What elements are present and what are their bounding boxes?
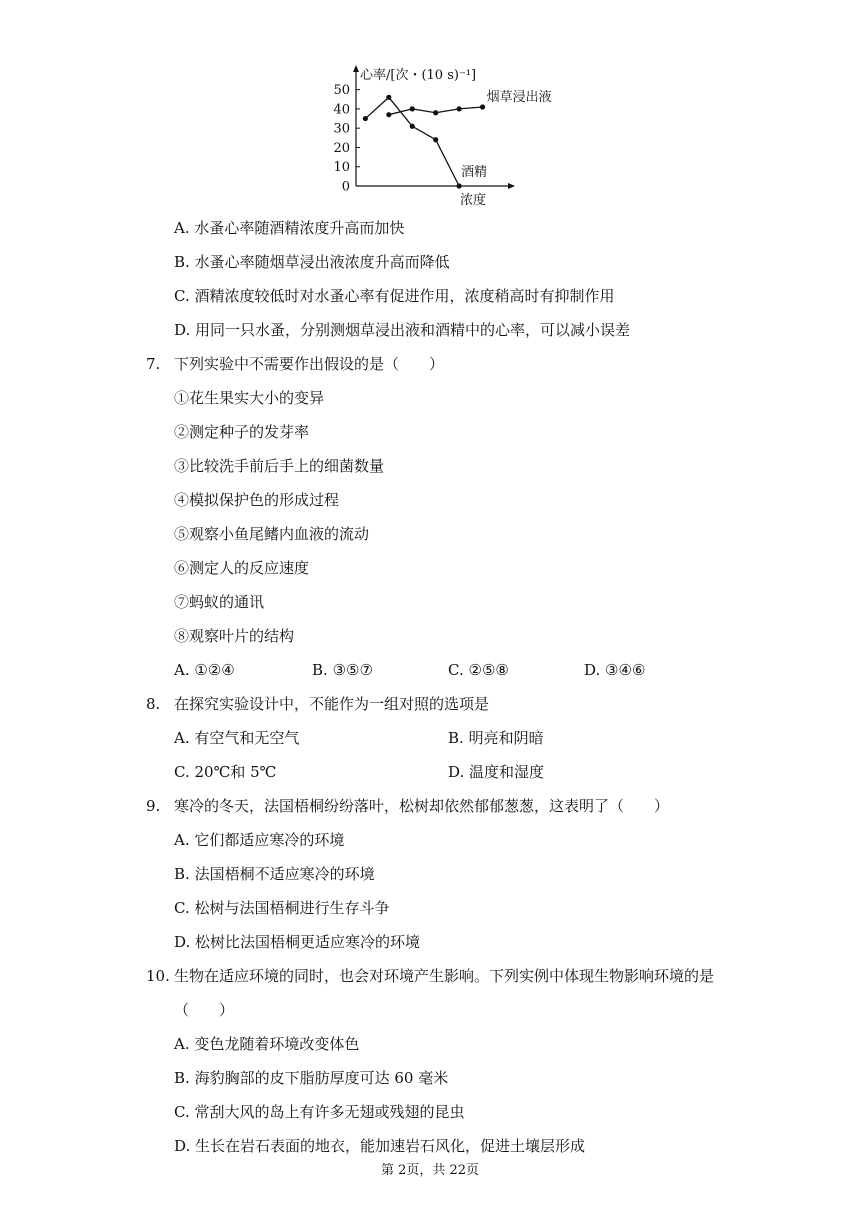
option-text: ①②④ [194,661,235,679]
option-letter: C. [174,899,190,917]
q6-option-a [174,218,404,238]
option-text: 法国梧桐不适应寒冷的环境 [194,865,375,883]
q10-number: 10. [146,967,170,985]
option-letter: C. [174,287,190,305]
y-axis-label: 心率/[次・(10 s)⁻¹] [360,68,477,83]
q10-option-b [174,1068,448,1088]
option-text: 温度和湿度 [469,763,545,781]
y-tick-label: 20 [333,140,350,156]
option-text: 用同一只水蚤，分别测烟草浸出液和酒精中的心率，可以减小误差 [195,321,631,339]
option-text: 水蚤心率随烟草浸出液浓度升高而降低 [194,253,450,271]
q9-number: 9. [146,797,161,815]
option-text: 海豹胸部的皮下脂肪厚度可达 60 毫米 [194,1069,449,1087]
q7-item: ①花生果实大小的变异 [174,389,325,407]
x-axis-label: 浓度 [460,193,487,208]
q9-stem: 寒冷的冬天，法国梧桐纷纷落叶，松树却依然郁郁葱葱，这表明了（ ） [174,797,670,815]
data-point [410,106,415,111]
chart-svg [320,62,560,212]
option-letter: D. [174,1137,191,1155]
q10-option-c [174,1102,465,1122]
option-text: ②⑤⑧ [468,661,509,679]
page-footer: 第 2页，共 22页 [380,1163,480,1178]
q7-number: 7. [146,355,161,373]
option-text: 松树比法国梧桐更适应寒冷的环境 [195,933,421,951]
y-tick-label: 10 [333,160,350,176]
q8-option-b [448,728,544,748]
q7-item: ⑥测定人的反应速度 [174,559,310,577]
option-text: 20℃和 5℃ [194,763,277,781]
option-letter: A. [174,831,190,849]
q10-stem: 生物在适应环境的同时，也会对环境产生影响。下列实例中体现生物影响环境的是 [174,967,715,985]
option-letter: C. [174,1103,190,1121]
q7-item: ⑦蚂蚁的通讯 [174,593,265,611]
data-point [457,183,462,188]
q7-option-d [584,660,645,680]
option-letter: C. [448,661,464,679]
series-label: 酒精 [461,165,488,180]
series-label: 烟草浸出液 [486,89,552,105]
q7-item: ②测定种子的发芽率 [174,423,310,441]
option-letter: A. [174,661,190,679]
option-text: 酒精浓度较低时对水蚤心率有促进作用，浓度稍高时有抑制作用 [194,287,615,305]
q7-item: ③比较洗手前后手上的细菌数量 [174,457,385,475]
q10-option-d [174,1136,585,1156]
option-text: ③④⑥ [605,661,646,679]
data-point [386,112,391,117]
data-point [386,95,391,100]
option-text: ③⑤⑦ [332,661,373,679]
option-letter: B. [448,729,464,747]
option-text: 常刮大风的岛上有许多无翅或残翅的昆虫 [194,1103,465,1121]
option-letter: A. [174,219,190,237]
option-letter: D. [448,763,465,781]
q7-stem: 下列实验中不需要作出假设的是（ ） [174,355,445,373]
option-letter: B. [312,661,328,679]
option-letter: D. [584,661,601,679]
q8-option-d [448,762,544,782]
q9-option-c [174,898,390,918]
q10-stem-cont: （ ） [174,1001,235,1019]
y-tick-label: 40 [333,102,350,118]
option-letter: D. [174,321,191,339]
series-layer [363,89,552,189]
option-letter: A. [174,1035,190,1053]
q6-option-b [174,252,450,272]
option-letter: C. [174,763,190,781]
q7-option-c [448,660,509,680]
y-tick-label: 30 [333,121,350,137]
option-text: 生长在岩石表面的地衣，能加速岩石风化，促进土壤层形成 [195,1137,586,1155]
q8-option-a [174,728,299,748]
data-point [410,124,415,129]
q7-option-a [174,660,235,680]
q7-item: ⑤观察小鱼尾鳍内血液的流动 [174,525,370,543]
option-text: 水蚤心率随酒精浓度升高而加快 [194,219,405,237]
y-axis-arrow [353,65,359,72]
q6-option-c [174,286,615,306]
data-point [457,106,462,111]
option-letter: D. [174,933,191,951]
option-text: 变色龙随着环境改变体色 [194,1035,360,1053]
q9-option-b [174,864,375,884]
option-letter: A. [174,729,190,747]
option-letter: B. [174,253,190,271]
y-tick-label: 50 [333,83,350,99]
q10-option-a [174,1034,359,1054]
option-text: 松树与法国梧桐进行生存斗争 [194,899,390,917]
data-point [480,104,485,109]
option-text: 明亮和阴暗 [468,729,544,747]
x-axis-arrow [508,183,515,189]
data-point [363,116,368,121]
q8-stem: 在探究实验设计中，不能作为一组对照的选项是 [174,695,490,713]
q6-option-d [174,320,630,340]
y-tick-label: 0 [341,179,350,195]
heart-rate-chart [320,62,560,212]
option-letter: B. [174,1069,190,1087]
q9-option-a [174,830,344,850]
q8-option-c [174,762,276,782]
option-text: 有空气和无空气 [194,729,300,747]
q7-option-b [312,660,373,680]
data-point [433,110,438,115]
q7-item: ⑧观察叶片的结构 [174,627,295,645]
q9-option-d [174,932,420,952]
q8-number: 8. [146,695,161,713]
data-point [433,137,438,142]
q7-item: ④模拟保护色的形成过程 [174,491,340,509]
option-letter: B. [174,865,190,883]
option-text: 它们都适应寒冷的环境 [194,831,345,849]
